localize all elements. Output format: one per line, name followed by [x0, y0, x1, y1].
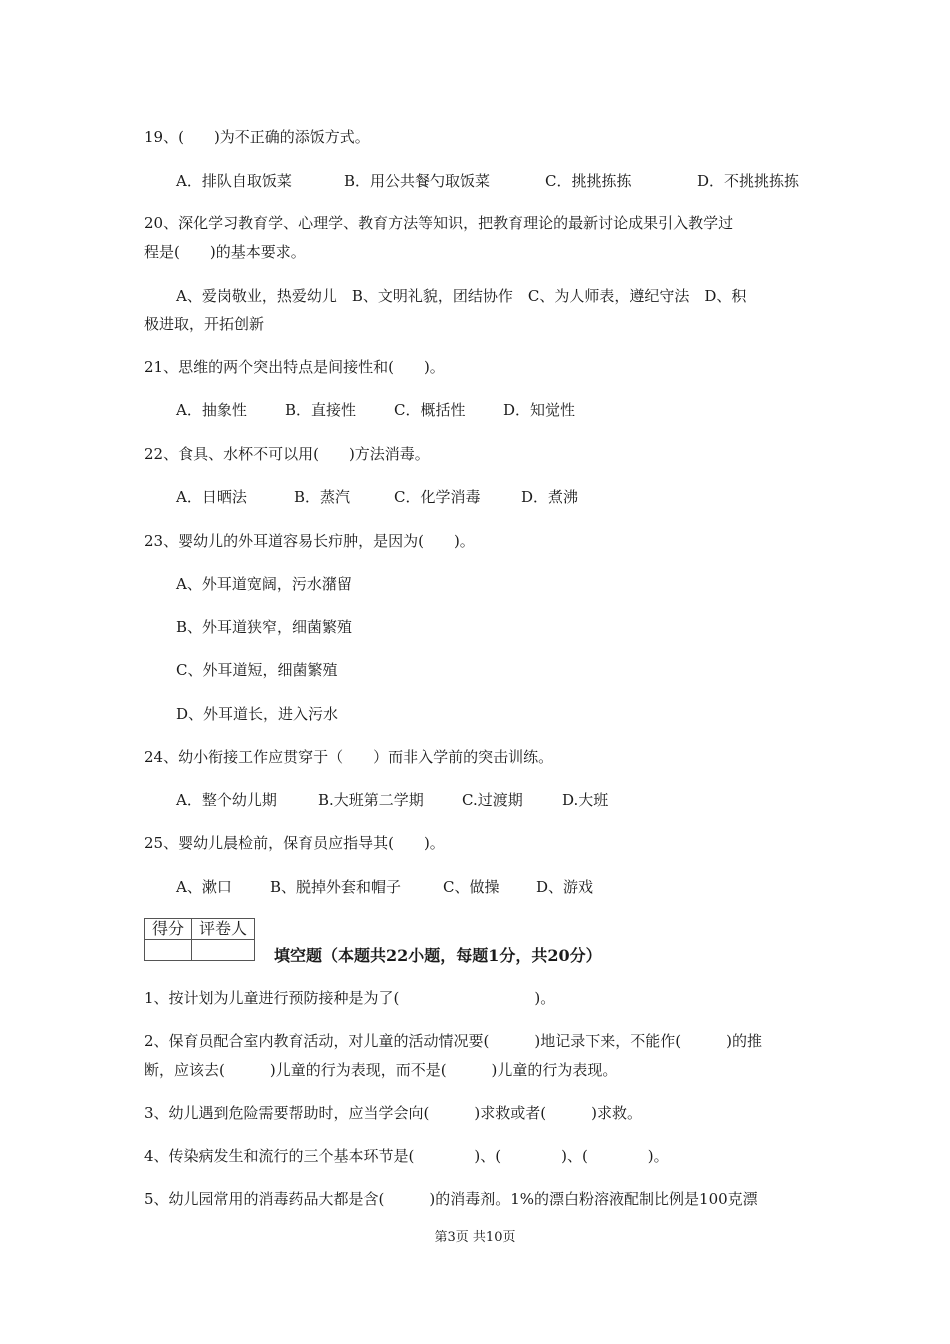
q21-option-d: D．知觉性: [503, 401, 576, 419]
question-22: 22、食具、水杯不可以用( )方法消毒。: [144, 445, 430, 463]
q19-option-a: A．排队自取饭菜: [176, 172, 292, 190]
q24-option-a: A．整个幼儿期: [176, 791, 277, 809]
page-footer: 第3页 共10页: [434, 1230, 516, 1245]
q22-option-d: D．煮沸: [521, 488, 579, 506]
q20-options-cont: 极进取，开拓创新: [144, 315, 265, 333]
q24-option-b: B.大班第二学期: [318, 791, 424, 809]
fill-question-2-cont: 断，应该去( )儿童的行为表现，而不是( )儿童的行为表现。: [144, 1061, 618, 1079]
q23-option-b: B、外耳道狭窄，细菌繁殖: [176, 618, 353, 636]
question-20-cont: 程是( )的基本要求。: [144, 243, 306, 261]
fill-question-2: 2、保育员配合室内教育活动，对儿童的活动情况要( )地记录下来，不能作( )的推: [144, 1032, 762, 1050]
q20-options: A、爱岗敬业，热爱幼儿 B、文明礼貌，团结协作 C、为人师表，遵纪守法 D、积: [176, 287, 747, 305]
score-label: 得分: [145, 919, 192, 940]
q23-option-d: D、外耳道长，进入污水: [176, 705, 339, 723]
q21-option-a: A．抽象性: [176, 401, 247, 419]
question-20: 20、深化学习教育学、心理学、教育方法等知识，把教育理论的最新讨论成果引入教学过: [144, 214, 734, 232]
q24-option-d: D.大班: [562, 791, 609, 809]
score-cell[interactable]: [145, 940, 192, 961]
q23-option-a: A、外耳道宽阔，污水潴留: [176, 575, 352, 593]
question-23: 23、婴幼儿的外耳道容易长疖肿，是因为( )。: [144, 532, 475, 550]
q22-option-c: C．化学消毒: [394, 488, 481, 506]
q22-option-b: B．蒸汽: [294, 488, 351, 506]
q19-option-d: D．不挑挑拣拣: [697, 172, 800, 190]
q19-option-b: B．用公共餐勺取饭菜: [344, 172, 491, 190]
q22-option-a: A．日晒法: [176, 488, 247, 506]
q25-option-d: D、游戏: [536, 878, 594, 896]
q25-option-a: A、漱口: [176, 878, 232, 896]
question-24: 24、幼小衔接工作应贯穿于（ ）而非入学前的突击训练。: [144, 748, 554, 766]
grader-cell[interactable]: [192, 940, 255, 961]
fill-question-3: 3、幼儿遇到危险需要帮助时，应当学会向( )求救或者( )求救。: [144, 1104, 642, 1122]
fill-question-1: 1、按计划为儿童进行预防接种是为了( )。: [144, 989, 556, 1007]
q25-option-b: B、脱掉外套和帽子: [270, 878, 402, 896]
q24-option-c: C.过渡期: [462, 791, 523, 809]
q25-option-c: C、做操: [443, 878, 500, 896]
question-21: 21、思维的两个突出特点是间接性和( )。: [144, 358, 445, 376]
fill-question-5: 5、幼儿园常用的消毒药品大都是含( )的消毒剂。1%的漂白粉溶液配制比例是100克漂: [144, 1190, 758, 1208]
fill-question-4: 4、传染病发生和流行的三个基本环节是( )、( )、( )。: [144, 1147, 669, 1165]
q21-option-c: C．概括性: [394, 401, 466, 419]
q21-option-b: B．直接性: [285, 401, 357, 419]
section-title: 填空题（本题共22小题，每题1分，共20分）: [274, 946, 602, 965]
grader-label: 评卷人: [192, 919, 255, 940]
question-19: 19、( )为不正确的添饭方式。: [144, 128, 370, 146]
q19-option-c: C．挑挑拣拣: [545, 172, 632, 190]
q23-option-c: C、外耳道短，细菌繁殖: [176, 661, 338, 679]
score-table: [144, 918, 255, 961]
question-25: 25、婴幼儿晨检前，保育员应指导其( )。: [144, 834, 445, 852]
